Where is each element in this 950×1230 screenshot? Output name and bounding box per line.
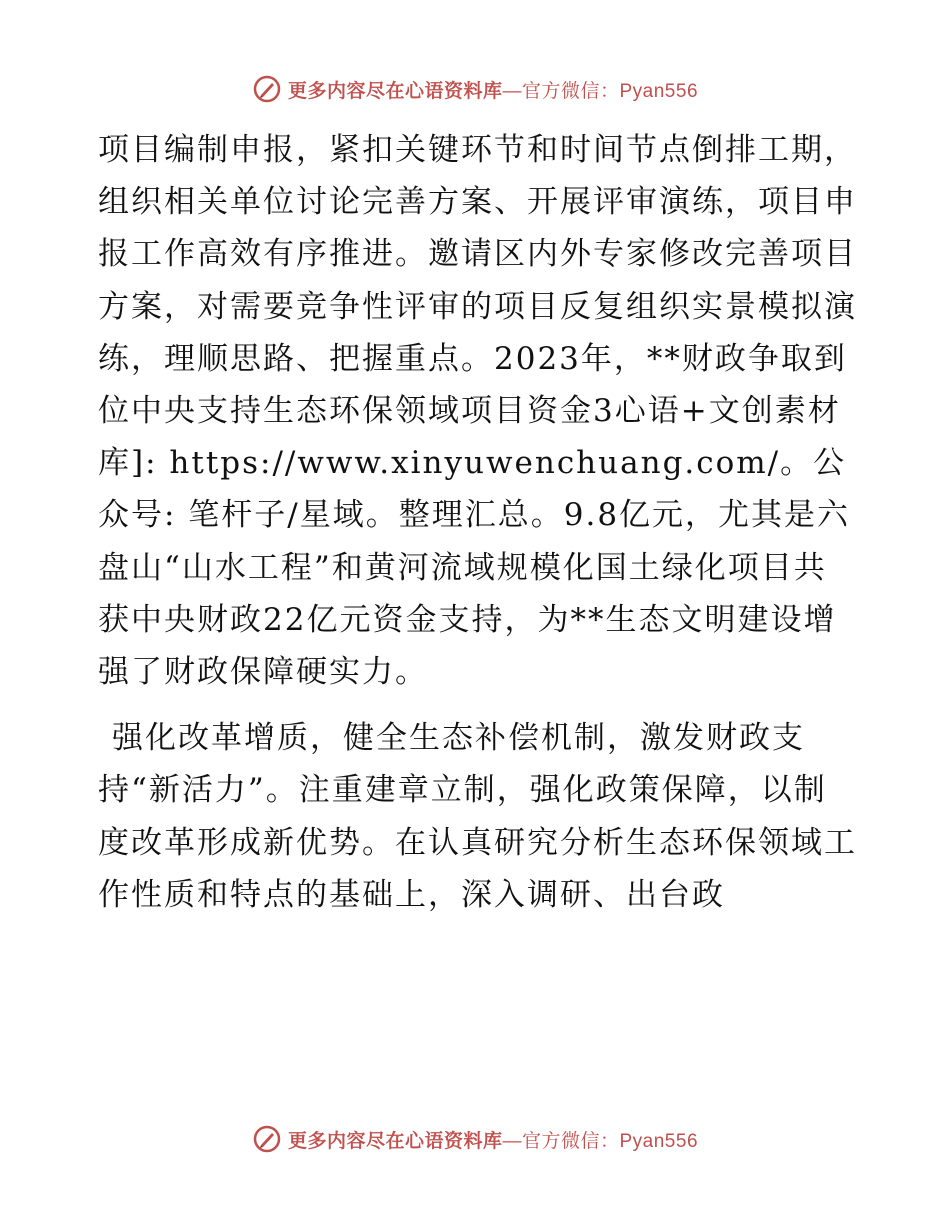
header-watermark [0,74,950,104]
paragraph-2 [98,712,858,921]
watermark-brand: 更多内容尽在心语资料库 [287,1130,503,1152]
watermark-wechat: 官方微信：Pyan556 [522,80,699,102]
document-body [98,124,858,921]
pen-logo-icon [252,1124,282,1154]
paragraph-1 [98,124,858,698]
pen-logo-icon [252,74,282,104]
watermark-brand: 更多内容尽在心语资料库 [287,80,503,102]
paragraph-2-text: 强化改革增质，健全生态补偿机制，激发财政支持“新活力”。注重建章立制，强化政策保障，以制度改革形成新优势。在认真研究分析生态环保领域工作性质和特点的基础上，深入调研、出台政 [98,720,857,913]
watermark-wechat: 官方微信：Pyan556 [522,1130,699,1152]
footer-watermark [0,1124,950,1154]
paragraph-1-text: 项目编制申报，紧扣关键环节和时间节点倒排工期，组织相关单位讨论完善方案、开展评审演练，项目申报工作高效有序推进。邀请区内外专家修改完善项目方案，对需要竞争性评审的项目反复组织实景模拟演练，理顺思路、把握重点。2023年，**财政争取到位中央支持生态环保领域项目资金3心语+文创素材库]: https://www.xinyuwenchuang.com/。公众号: 笔杆子/星域。整理汇总。9.8亿元，尤其是六盘山“山水工程”和黄河流域规模化国土绿化项目共获中央财政22亿元资金支持，为**生态文明建设增强了财政保障硬实力。 [98,132,857,691]
watermark-dash: — [502,1130,522,1152]
watermark-dash: — [502,80,522,102]
